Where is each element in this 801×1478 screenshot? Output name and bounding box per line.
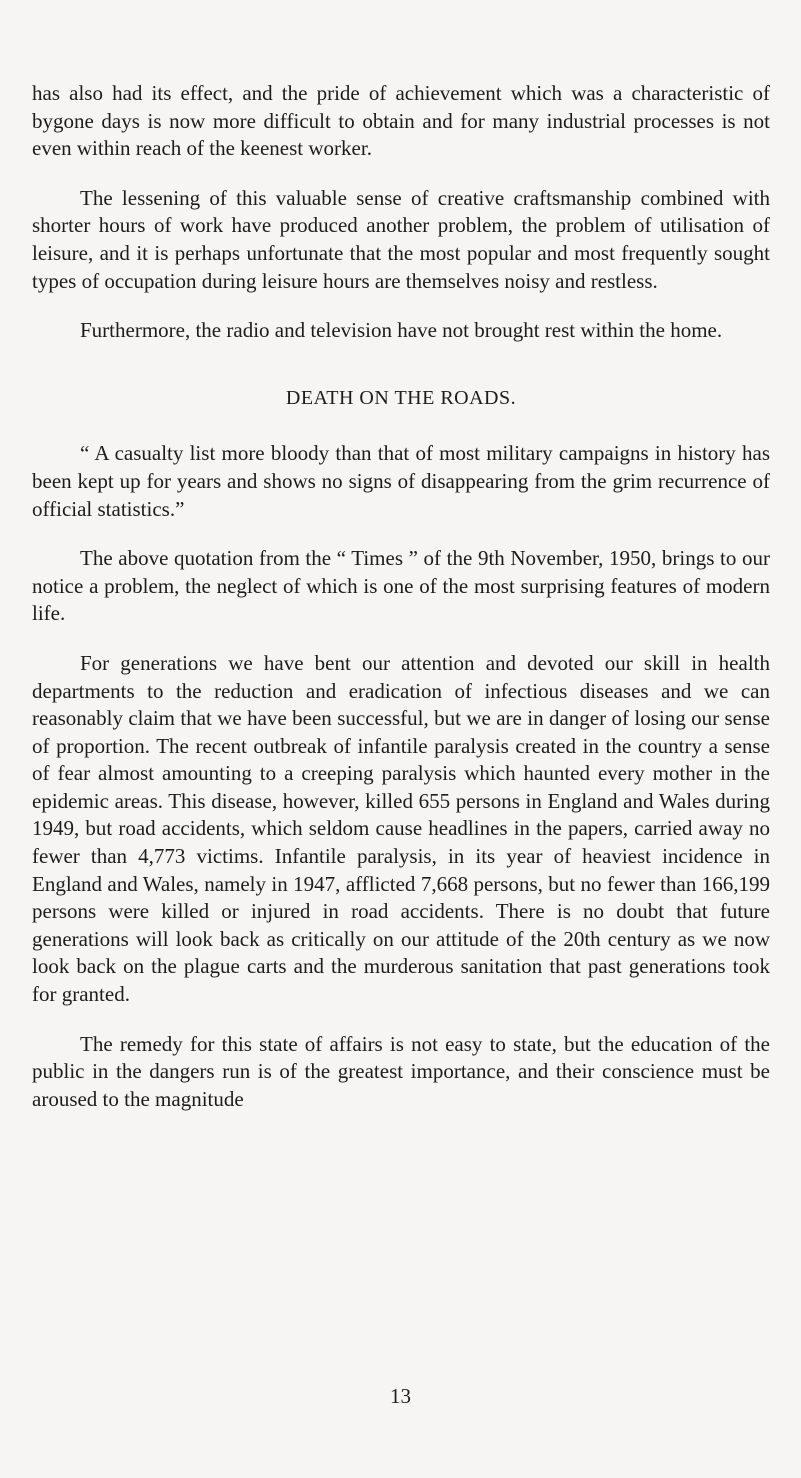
paragraph-remedy: The remedy for this state of affairs is not easy to state, but the education of the public in the dangers run is of the greatest importance, and their conscience must be aroused to the magnitude (32, 1031, 770, 1111)
paragraph-times-reference: The above quotation from the “ Times ” of the 9th November, 1950, brings to our notice a problem, the neglect of which is one of the most surprising features of modern life. (32, 546, 770, 626)
paragraph-statistics: For generations we have bent our attention and devoted our skill in health departments to the reduction and eradication of infectious diseases and we can reasonably claim that we have been successful, but we are in danger of losing our sense of proportion. The recent outbreak of infantile paralysis created in the country a sense of fear almost amounting to a creeping paralysis which haunted every mother in the epidemic areas. This disease, however, killed 655 persons in England and Wales during 1949, but road accidents, which seldom cause headlines in the papers, carried away no fewer than 4,773 victims. Infantile paralysis, in its year of heaviest incidence in England and Wales, namely in 1947, afflicted 7,668 persons, but no fewer than 166,199 persons were killed or injured in road accidents. There is no doubt that future generations will look back as critically on our attitude of the 20th century as we now look back on the plague carts and the murderous sanitation that past generations took for granted. (32, 650, 770, 1007)
document-page (32, 80, 770, 1135)
paragraph-craftsmanship: The lessening of this valuable sense of creative craftsmanship combined with shorter hours of work have produced another problem, the problem of utilisation of leisure, and it is perhaps unfortunate that the most popular and most frequently sought types of occupation during leisure hours are themselves noisy and restless. (32, 185, 770, 293)
paragraph-quotation: “ A casualty list more bloody than that of most military campaigns in history has been kept up for years and shows no signs of disappearing from the grim recurrence of official statistics.” (32, 441, 770, 521)
paragraph-continuation: has also had its effect, and the pride of achievement which was a characteristic of bygone days is now more difficult to obtain and for many industrial processes is not even within reach of the keenest worker. (32, 81, 770, 161)
page-number: 13 (390, 1384, 411, 1408)
paragraph-radio-television: Furthermore, the radio and television have not brought rest within the home. (80, 318, 723, 343)
section-heading: DEATH ON THE ROADS. (285, 386, 517, 409)
